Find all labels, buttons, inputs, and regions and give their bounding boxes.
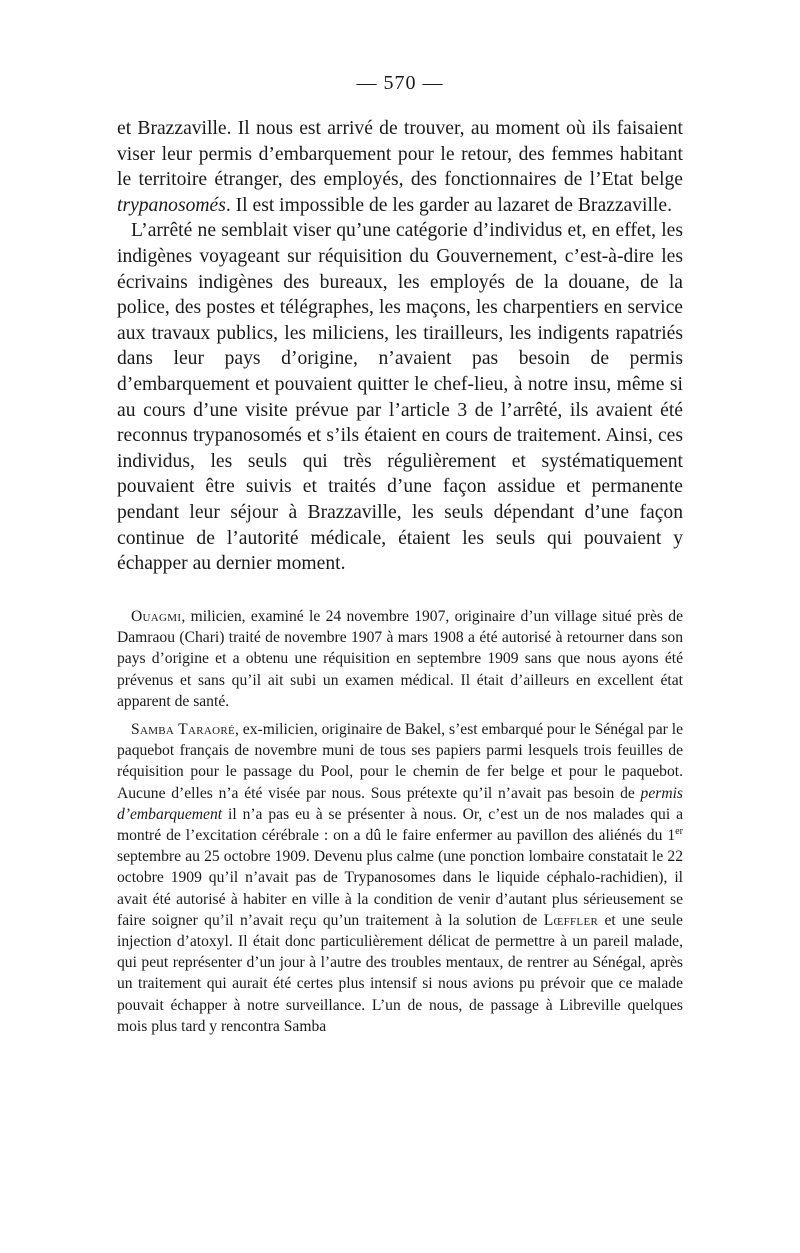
case-note bbox=[117, 606, 683, 712]
case-note bbox=[117, 719, 683, 1037]
paragraph bbox=[117, 116, 683, 218]
italic-term: permis d’embarquement bbox=[117, 784, 683, 823]
superscript: er bbox=[675, 825, 683, 837]
case-note-text: septembre au 25 octobre 1909. Devenu plus calme (une ponction lombaire constatait le 22 octobre 1909 qu’il n’avait pas de Trypanosomes dans le liquide céphalo-rachidien), il avait été autorisé à habiter en ville à la condition de venir d’autant plus sérieusement se faire soigner qu’il n’avait reçu qu’un traitement à la solution de bbox=[117, 848, 683, 929]
case-note-text: , milicien, examiné le 24 novembre 1907, originaire d’un village situé près de Damraou (Chari) traité de novembre 1907 à mars 1908 a été autorisé à retourner dans son pays d’origine et a obtenu une réquisition en septembre 1909 sans que nous ayons été prévenus et sans qu’il ait subi un examen médical. Il était d’ailleurs en excellent état apparent de santé. bbox=[117, 608, 683, 710]
paragraph-text: et Brazzaville. Il nous est arrivé de trouver, au moment où ils faisaient viser leur permis d’embarquement pour le retour, des femmes habitant le territoire étranger, des employés, des fonctionnaires de l’Etat belge bbox=[117, 118, 683, 191]
patient-name: Samba Taraoré bbox=[131, 721, 235, 739]
author-name: Lœffler bbox=[543, 911, 599, 929]
paragraph: L’arrêté ne semblait viser qu’une catégorie d’individus et, en effet, les indigènes voyageant sur réquisition du Gouvernement, c’est-à-dire les écrivains indigènes des bureaux, les employés de la douane, de la police, des postes et télégraphes, les maçons, les charpentiers en service aux travaux publics, les miliciens, les tirailleurs, les indigents rapatriés dans leur pays d’origine, n’avaient pas besoin de permis d’embarquement et pouvaient quitter le chef-lieu, à notre insu, même si au cours d’une visite prévue par l’article 3 de l’arrêté, ils avaient été reconnus trypanosomés et s’ils étaient en cours de traitement. Ainsi, ces individus, les seuls qui très régulièrement et systématiquement pouvaient être suivis et traités d’une façon assidue et permanente pendant leur séjour à Brazzaville, les seuls dépendant d’une façon continue de l’autorité médicale, étaient les seuls qui pouvaient y échapper au dernier moment. bbox=[117, 220, 683, 575]
page-number: — 570 — bbox=[356, 72, 444, 94]
paragraph-text: . Il est impossible de les garder au lazaret de Brazzaville. bbox=[225, 194, 672, 216]
main-text bbox=[117, 116, 683, 577]
italic-term: trypanosomés bbox=[117, 194, 226, 216]
case-note-text: et une seule injection d’atoxyl. Il était donc particulièrement délicat de permettre à un pareil malade, qui peut représenter d’un jour à l’autre des troubles mentaux, de rentrer au Sénégal, après un traitement qui aurait été certes plus intensif si nous avions pu prévoir que ce malade pouvait échapper à notre surveillance. L’un de nous, de passage à Libreville quelques mois plus tard y rencontra Samba bbox=[117, 911, 683, 1035]
case-note-text: , ex-milicien, originaire de Bakel, s’est embarqué pour le Sénégal par le paquebot français de novembre muni de tous ses papiers parmi lesquels trois feuilles de réquisition pour le passage du Pool, pour le chemin de fer belge et pour le paquebot. Aucune d’elles n’a été visée par nous. Sous prétexte qu’il n’avait pas besoin de bbox=[117, 721, 683, 802]
case-notes bbox=[117, 606, 683, 1044]
patient-name: Ouagmi bbox=[131, 608, 182, 625]
case-note-text: il n’a pas eu à se présenter à nous. Or, c’est un de nos malades qui a montré de l’excitation cérébrale : on a dû le faire enfermer au pavillon des aliénés du 1 bbox=[117, 805, 683, 845]
